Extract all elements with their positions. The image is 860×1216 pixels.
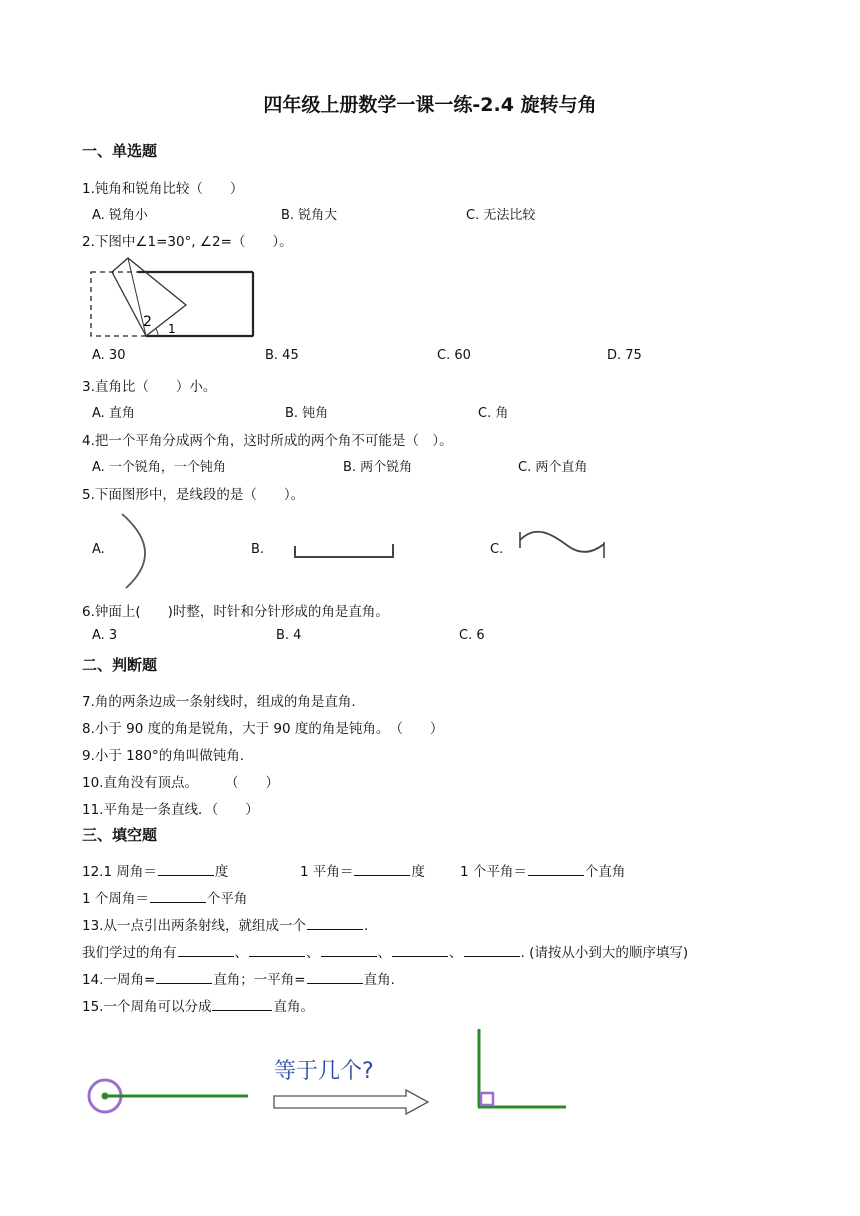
q13-sep-4: 、 <box>449 945 463 961</box>
question-9: 9.小于 180°的角叫做钝角. <box>82 748 244 764</box>
question-8: 8.小于 90 度的角是锐角，大于 90 度的角是钝角。 （ ） <box>82 721 444 737</box>
right-arrow <box>274 1090 428 1114</box>
q13-l1-blank[interactable] <box>307 915 363 930</box>
question-6-option-a: A. 3 <box>92 628 118 643</box>
q12-p1-prefix: 12.1 周角＝ <box>82 864 157 880</box>
option-b-segment-figure <box>292 540 398 562</box>
q13-l2-blank-4[interactable] <box>392 942 448 957</box>
q13-l1-prefix: 13.从一点引出两条射线，就组成一个 <box>82 918 306 934</box>
section-heading-true-false: 二、判断题 <box>82 656 158 674</box>
q12-p1-suffix: 度 <box>214 864 229 880</box>
question-7: 7.角的两条边成一条射线时，组成的角是直角. <box>82 694 356 710</box>
option-a-curve-figure <box>118 512 158 592</box>
q12-p3-suffix: 个直角 <box>584 864 626 880</box>
question-4-option-c: C. 两个直角 <box>518 460 588 475</box>
question-13-line-1 <box>82 914 368 934</box>
q13-l2-suffix: . (请按从小到大的顺序填写) <box>520 945 689 961</box>
q13-sep-1: 、 <box>234 945 248 961</box>
q12-p2-prefix: 1 平角＝ <box>300 864 354 880</box>
q12-p4-suffix: 个平角 <box>206 891 248 907</box>
wave-line <box>520 532 604 552</box>
question-5-stem: 5.下面图形中，是线段的是（ ）。 <box>82 487 305 503</box>
question-2-option-d: D. 75 <box>607 348 642 363</box>
question-6-option-c: C. 6 <box>459 628 485 643</box>
question-1-option-b: B. 锐角大 <box>281 208 338 223</box>
question-2-option-a: A. 30 <box>92 348 126 363</box>
q14-prefix: 14.一周角= <box>82 972 156 988</box>
question-5-option-b: B. <box>251 542 265 557</box>
question-10: 10.直角没有顶点。 （ ） <box>82 775 279 791</box>
q12-p2-suffix: 度 <box>411 864 425 880</box>
question-4-stem: 4.把一个平角分成两个角，这时所成的两个角不可能是（ ）。 <box>82 433 453 449</box>
question-12-part-2 <box>300 860 425 880</box>
question-1-stem: 1.钝角和锐角比较（ ） <box>82 181 244 197</box>
q13-l2-blank-3[interactable] <box>321 942 377 957</box>
question-11: 11.平角是一条直线．（ ） <box>82 802 259 818</box>
question-5-option-c: C. <box>490 542 504 557</box>
q14-blank-1[interactable] <box>156 969 212 984</box>
q13-l1-suffix: . <box>363 918 369 934</box>
q13-l2-prefix: 我们学过的角有 <box>82 945 177 961</box>
question-3-option-a: A. 直角 <box>92 406 135 421</box>
q13-l2-blank-2[interactable] <box>249 942 305 957</box>
q14-middle: 直角；一平角= <box>213 972 306 988</box>
section-heading-fill-blank: 三、填空题 <box>82 826 158 844</box>
question-12-part-1 <box>82 860 228 880</box>
q12-p2-blank[interactable] <box>354 861 410 876</box>
question-2-figure <box>88 255 258 345</box>
curve-line <box>122 514 145 588</box>
question-14 <box>82 968 395 988</box>
question-1-option-c: C. 无法比较 <box>466 208 536 223</box>
question-13-line-2 <box>82 941 688 961</box>
question-12-part-4 <box>82 887 247 907</box>
q13-sep-3: 、 <box>377 945 391 961</box>
q14-blank-2[interactable] <box>307 969 363 984</box>
question-4-option-b: B. 两个锐角 <box>343 460 413 475</box>
q12-p3-blank[interactable] <box>528 861 584 876</box>
q13-l2-blank-5[interactable] <box>464 942 520 957</box>
q12-p4-blank[interactable] <box>150 888 206 903</box>
question-5-option-a: A. <box>92 542 105 557</box>
q14-suffix: 直角. <box>363 972 395 988</box>
q13-sep-2: 、 <box>306 945 320 961</box>
q12-p1-blank[interactable] <box>158 861 214 876</box>
question-2-option-c: C. 60 <box>437 348 471 363</box>
question-12-part-3 <box>460 860 625 880</box>
question-2-stem: 2.下图中∠1=30°, ∠2=（ ）。 <box>82 234 293 250</box>
question-1-option-a: A. 锐角小 <box>92 208 148 223</box>
question-15 <box>82 995 314 1015</box>
question-3-stem: 3.直角比（ ）小。 <box>82 379 217 395</box>
question-2-option-b: B. 45 <box>265 348 299 363</box>
q15-prefix: 15.一个周角可以分成 <box>82 999 212 1015</box>
q12-p3-prefix: 1 个平角＝ <box>460 864 527 880</box>
q12-p4-prefix: 1 个周角＝ <box>82 891 149 907</box>
right-angle-marker <box>481 1093 493 1105</box>
question-6-option-b: B. 4 <box>276 628 302 643</box>
section-heading-single-choice: 一、单选题 <box>82 142 158 160</box>
question-3-option-c: C. 角 <box>478 406 509 421</box>
question-15-figure <box>84 1025 574 1120</box>
q13-l2-blank-1[interactable] <box>178 942 234 957</box>
page-title: 四年级上册数学一课一练-2.4 旋转与角 <box>263 94 597 116</box>
q15-blank[interactable] <box>212 996 272 1011</box>
question-6-stem: 6.钟面上( )时整，时针和分针形成的角是直角。 <box>82 604 389 620</box>
question-4-option-a: A. 一个锐角，一个钝角 <box>92 460 226 475</box>
angle-2-label: 2 <box>143 314 152 330</box>
question-3-option-b: B. 钝角 <box>285 406 329 421</box>
equals-how-many-text: 等于几个? <box>274 1059 374 1084</box>
option-c-wave-figure <box>516 528 608 562</box>
q15-suffix: 直角。 <box>273 999 314 1015</box>
angle-1-label: 1 <box>168 322 176 336</box>
